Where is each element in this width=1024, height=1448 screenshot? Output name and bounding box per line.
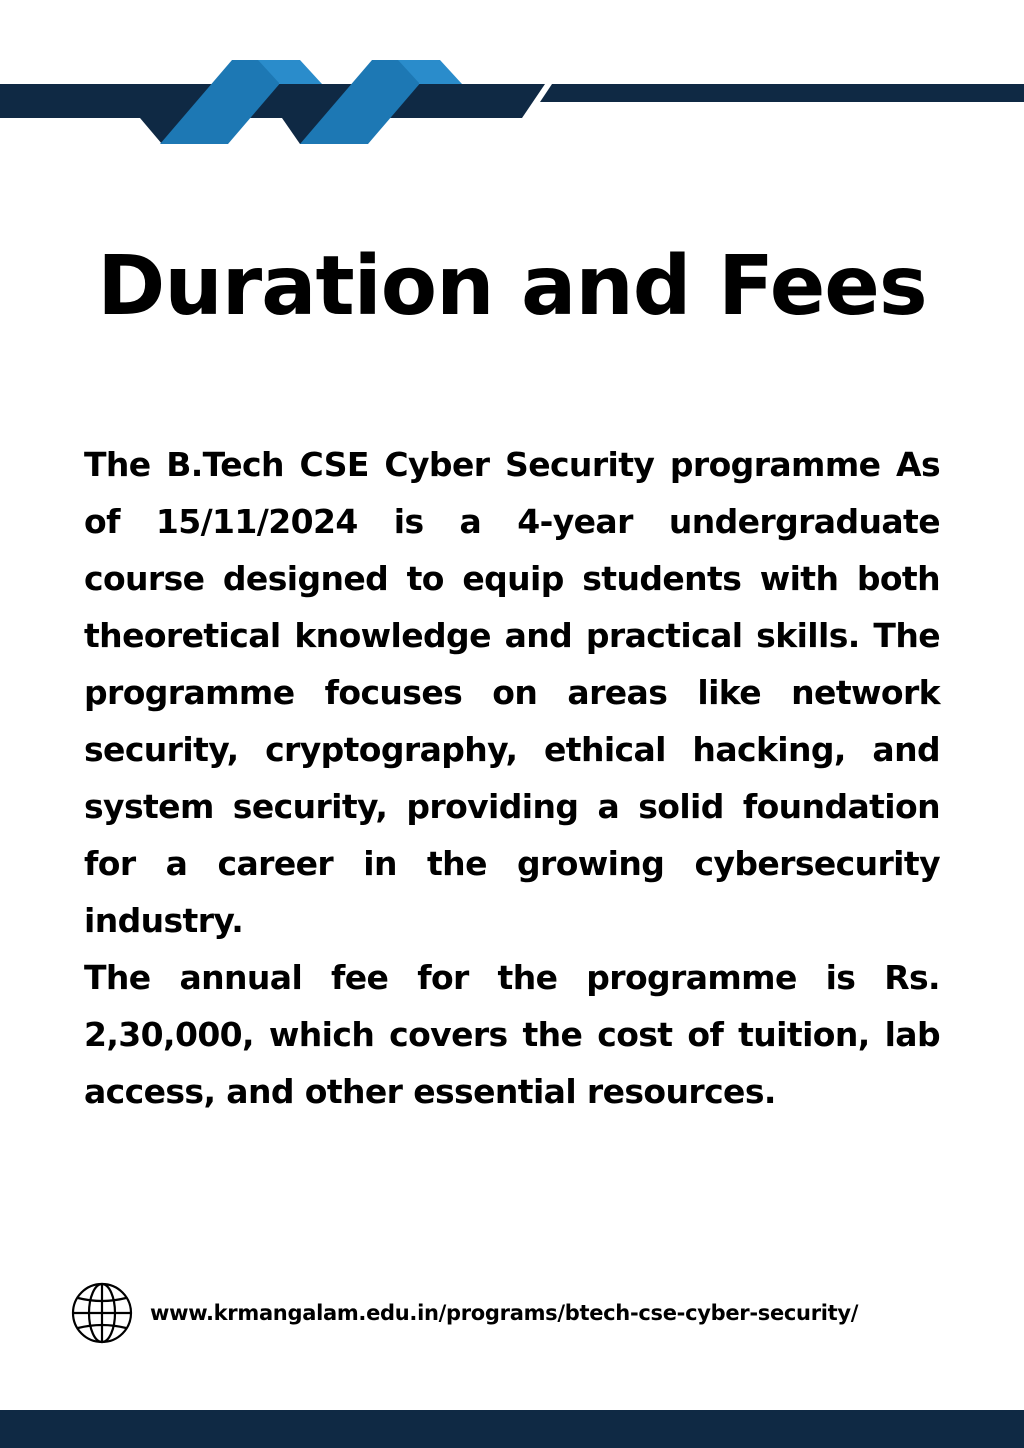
globe-icon xyxy=(70,1281,134,1345)
programme-description-paragraph: The B.Tech CSE Cyber Security programme As of 15/11/2024 is a 4-year undergraduate course designed to equip students with both theoretical knowledge and practical skills. The programme focuses on areas like network security, cryptography, ethical hacking, and system security, providing a solid foundation for a career in the growing cybersecurity industry. xyxy=(84,445,940,940)
description-block xyxy=(84,436,940,1120)
footer-bar xyxy=(0,1410,1024,1448)
fee-paragraph: The annual fee for the programme is Rs. 2,30,000, which covers the cost of tuition, lab access, and other essential resources. xyxy=(84,958,940,1111)
website-url[interactable]: www.krmangalam.edu.in/programs/btech-cse-cyber-security/ xyxy=(150,1301,859,1325)
website-link[interactable] xyxy=(70,1280,858,1346)
page-title: Duration and Fees xyxy=(97,239,927,334)
header-ribbon-decoration xyxy=(0,0,1024,160)
